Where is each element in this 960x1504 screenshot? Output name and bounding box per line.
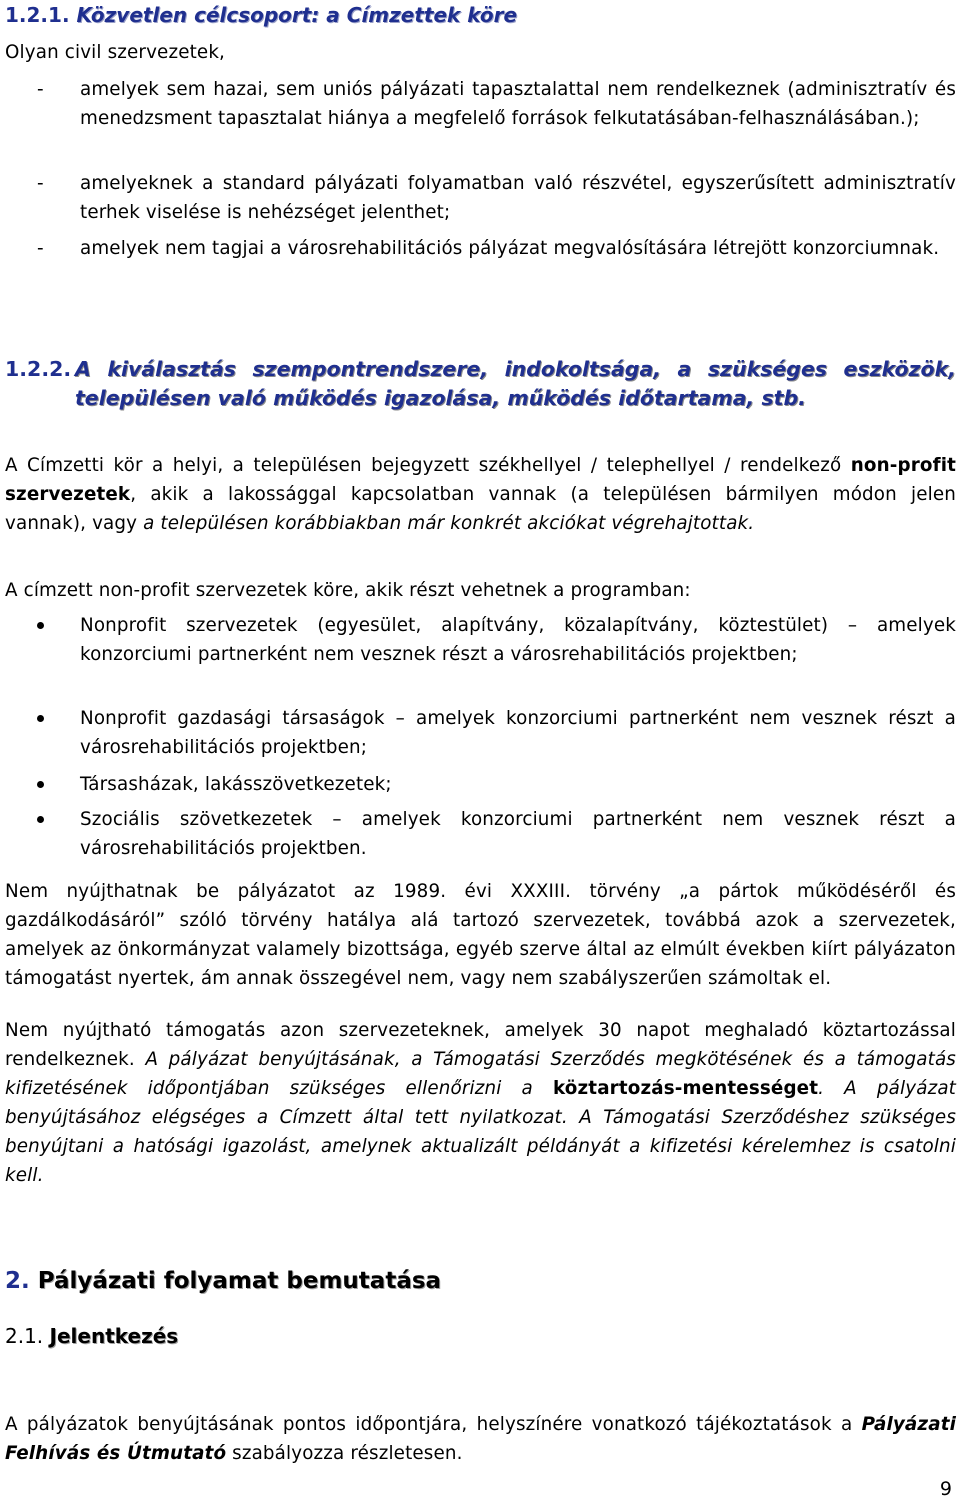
text-run-italic: A pályázat benyújtásának, a Támogatási Szerződés megkötésének és a támogatás kifizetésének időpontjában szükséges ellenőrizni a [5,1049,956,1099]
paragraph-exclusions: Nem nyújthatnak be pályázatot az 1989. évi XXXIII. törvény „a pártok működéséről és gazdálkodásáról” szóló törvény hatálya alá tartozó szervezetek, továbbá azok a szervezetek, amelyek az önkormányzat valamely bizottsága, egyéb szerve által az elmúlt években kiírt pályázaton támogatást nyertek, ám annak összegével nem, vagy nem szabályszerűen számoltak el. [5,881,956,989]
text-run: A pályázatok benyújtásának pontos időpontjára, helyszínére vonatkozó tájékoztatások a [5,1414,862,1435]
section-title: Jelentkezés [49,1324,179,1348]
section-number: 1.2.1. [5,3,70,27]
dash-list-item [37,234,956,263]
section-title: A kiválasztás szempontrendszere, indokoltsága, a szükséges eszközök, településen való működés igazolása, működés időtartama, stb. [75,357,956,410]
dash-item-text: amelyek sem hazai, sem uniós pályázati tapasztalattal nem rendelkeznek (adminisztratív és menedzsment tapasztalat hiánya a megfelelő források felkutatásában-felhasználásában.); [80,79,956,129]
bullet-list-item [37,770,956,799]
dash-item-text: amelyeknek a standard pályázati folyamatban való részvétel, egyszerűsített adminisztratív terhek viselése is nehézséget jelenthet; [80,173,956,223]
dash-marker: - [37,238,44,259]
bullet-text: Társasházak, lakásszövetkezetek; [80,774,392,795]
dash-list-item [37,169,956,227]
text-run: , akik a lakossággal kapcsolatban vannak (a településen bármilyen módon jelen vannak), vagy [5,484,956,534]
section-number: 1.2.2. [5,357,72,381]
text-run: szabályozza részletesen. [226,1443,463,1464]
text-run-italic: . A pályázat benyújtásához elégséges a Címzett által tett nyilatkozat. A Támogatási Szerződéshez szükséges benyújtani a hatósági igazolást, amelynek aktualizált példányát a kifizetési kérelemhez is csatolni kell. [5,1078,956,1186]
chapter-heading-2 [5,1264,441,1298]
section-title: Közvetlen célcsoport: a Címzettek köre [76,3,518,27]
section-heading-2-1 [5,1321,178,1351]
bullet-dot [37,622,44,629]
bullet-dot [37,781,44,788]
text-run: Nem nyújtható támogatás azon szervezeteknek, amelyek 30 napot meghaladó köztartozással rendelkeznek. [5,1020,956,1070]
text-run-bold: non-profit szervezetek [5,455,956,505]
bullet-dot [37,715,44,722]
dash-item-text: amelyek nem tagjai a városrehabilitációs pályázat megvalósítására létrejött konzorciumnak. [80,238,940,259]
text-run-bold-italic: Pályázati Felhívás és Útmutató [5,1414,956,1464]
paragraph-jelentkezes [5,1410,956,1468]
paragraph-debt-free [5,1016,956,1190]
bullet-list-item [37,704,956,762]
text-run: A Címzetti kör a helyi, a településen bejegyzett székhellyel / telephellyel / rendelkező [5,455,851,476]
chapter-title: Pályázati folyamat bemutatása [37,1268,442,1294]
section-number: 2.1. [5,1324,44,1348]
bullet-list-item [37,611,956,669]
dash-marker: - [37,173,44,194]
bullet-text: Nonprofit gazdasági társaságok – amelyek konzorciumi partnerként nem vesznek részt a városrehabilitációs projektben; [80,708,956,758]
dash-list-item [37,75,956,133]
bullet-dot [37,816,44,823]
page-number: 9 [939,1478,952,1500]
paragraph-list-intro: A címzett non-profit szervezetek köre, akik részt vehetnek a programban: [5,580,691,601]
dash-marker: - [37,79,44,100]
paragraph-cimzetti-kor [5,451,956,538]
section-heading-1-2-2 [5,355,956,413]
bullet-list-item [37,805,956,863]
section-heading-1-2-1 [5,1,517,29]
intro-paragraph: Olyan civil szervezetek, [5,42,226,63]
bullet-text: Nonprofit szervezetek (egyesület, alapítvány, közalapítvány, köztestület) – amelyek konzorciumi partnerként nem vesznek részt a városrehabilitációs projektben; [80,615,956,665]
bullet-text: Szociális szövetkezetek – amelyek konzorciumi partnerként nem vesznek részt a városrehabilitációs projektben. [80,809,956,859]
text-run-bold: köztartozás-mentességet [552,1078,819,1099]
text-run-italic: a településen korábbiakban már konkrét akciókat végrehajtottak. [143,513,755,534]
chapter-number: 2. [5,1268,30,1294]
